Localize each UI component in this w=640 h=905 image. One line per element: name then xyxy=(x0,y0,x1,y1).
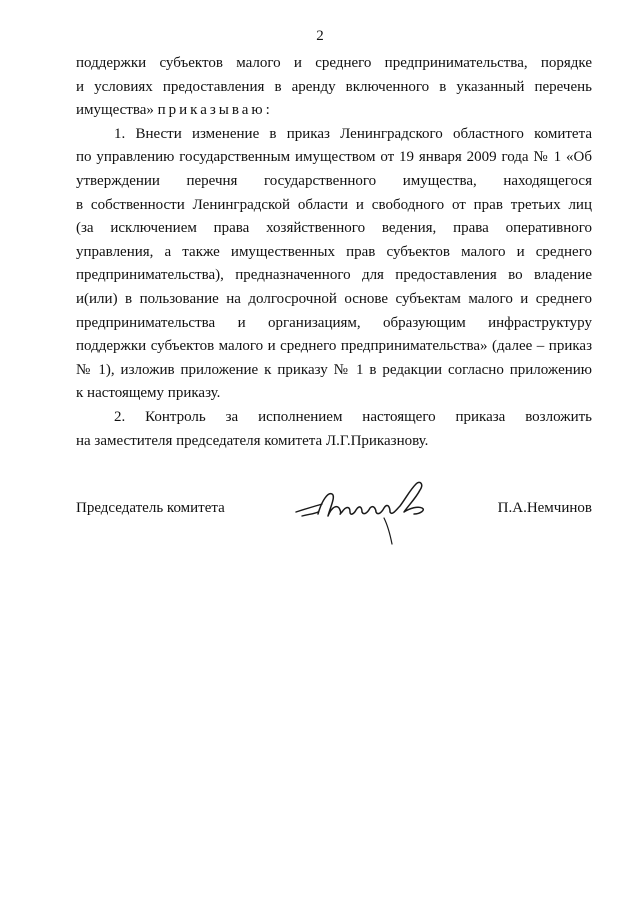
intro-line-2: и условиях предоставления в аренду включенного в указанный перечень xyxy=(76,78,592,95)
item1-line-5: (за исключением права хозяйственного ведения, права оперативного xyxy=(76,220,592,237)
item1-line-7: предпринимательства), предназначенного для предоставления во владение xyxy=(76,267,592,284)
item1-line-9: предпринимательства и организациям, образующим инфраструктуру xyxy=(76,314,592,331)
intro-line-3-text: имущества» xyxy=(76,102,158,119)
page-number: 2 xyxy=(316,28,324,44)
item1-line-8: и(или) в пользование на долгосрочной основе субъектам малого и среднего xyxy=(76,290,592,307)
signatory-name: П.А.Немчинов xyxy=(497,500,592,516)
signatory-title: Председатель комитета xyxy=(76,500,225,516)
item1-line-1: 1. Внести изменение в приказ Ленинградского областного комитета xyxy=(114,125,592,142)
order-word: приказываю: xyxy=(157,102,273,119)
item1-line-12: к настоящему приказу. xyxy=(76,385,221,402)
handwritten-signature xyxy=(288,470,448,550)
signature-block xyxy=(76,470,592,550)
item2-line-1: 2. Контроль за исполнением настоящего приказа возложить xyxy=(114,408,592,425)
intro-line-3 xyxy=(76,99,592,123)
item2-line-2: на заместителя председателя комитета Л.Г.Приказнову. xyxy=(76,432,429,449)
item1-line-3: утверждении перечня государственного имущества, находящегося xyxy=(76,172,592,189)
item1-line-11: № 1), изложив приложение к приказу № 1 в редакции согласно приложению xyxy=(76,361,592,378)
item1-line-6: управления, а также имущественных прав субъектов малого и среднего xyxy=(76,243,592,260)
item1-line-2: по управлению государственным имуществом от 19 января 2009 года № 1 «Об xyxy=(76,149,592,166)
document-body xyxy=(76,52,592,453)
item1-line-10: поддержки субъектов малого и среднего предпринимательства» (далее – приказ xyxy=(76,338,592,355)
item1-line-4: в собственности Ленинградской области и свободного от прав третьих лиц xyxy=(76,196,592,213)
intro-line-1: поддержки субъектов малого и среднего предпринимательства, порядке xyxy=(76,55,592,71)
